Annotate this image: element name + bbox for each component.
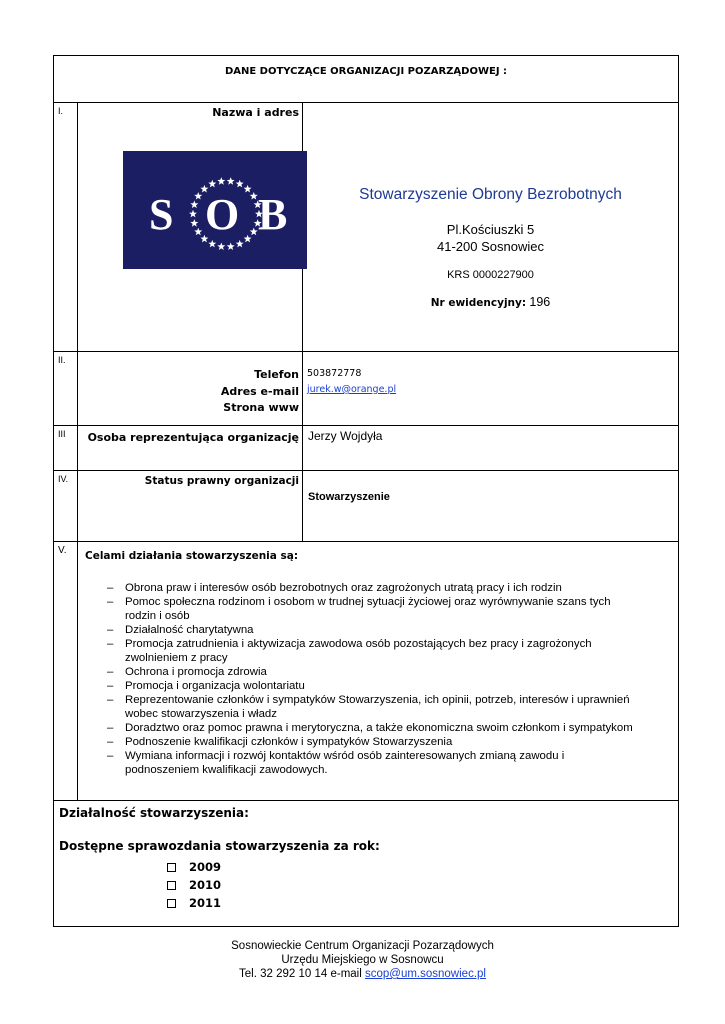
legal-status-label: Status prawny organizacji (78, 471, 303, 541)
goal-item (107, 749, 678, 777)
section-number: I. (54, 103, 78, 351)
dash-bullet-icon: – (107, 736, 114, 748)
goal-item (107, 665, 678, 679)
goal-text-line: zwolnieniem z pracy (125, 652, 228, 664)
email-label: Adres e-mail (220, 384, 299, 398)
document-title: DANE DOTYCZĄCE ORGANIZACJI POZARZĄDOWEJ : (224, 66, 508, 77)
section-number: III (54, 426, 78, 470)
goal-text-line: Promocja zatrudnienia i aktywizacja zawodowa osób pozostających bez pracy i zagrożonych (125, 638, 592, 650)
star-icon (217, 242, 225, 250)
legal-status-value: Stowarzyszenie (308, 491, 390, 503)
dash-bullet-icon: – (107, 750, 114, 762)
star-icon (236, 240, 244, 248)
sob-logo (123, 151, 307, 269)
section-number: II. (54, 352, 78, 425)
footer-line-2: Urzędu Miejskiego w Sosnowcu (281, 954, 444, 966)
goal-text-line: Podnoszenie kwalifikacji członków i sympatyków Stowarzyszenia (125, 736, 453, 748)
star-icon (208, 180, 216, 188)
dash-bullet-icon: – (107, 694, 114, 706)
krs-number: KRS 0000227900 (447, 269, 534, 281)
section-legal-status (54, 470, 678, 541)
activity-title: Działalność stowarzyszenia: (59, 806, 249, 820)
checkbox-icon[interactable] (167, 863, 176, 872)
dash-bullet-icon: – (107, 666, 114, 678)
section-name-address (54, 102, 678, 351)
footer-phone: Tel. 32 292 10 14 e-mail (239, 968, 365, 980)
report-year-label: 2009 (189, 860, 222, 874)
star-icon (250, 192, 258, 200)
city-address: 41-200 Sosnowiec (437, 239, 544, 254)
goals-title: Celami działania stowarzyszenia są: (85, 550, 299, 562)
section-number: V. (54, 542, 78, 800)
registry-value: 196 (529, 295, 551, 309)
star-icon (244, 235, 252, 243)
contact-labels-cell (78, 352, 303, 425)
dash-bullet-icon: – (107, 680, 114, 692)
contact-values-cell (303, 352, 678, 425)
goal-item (107, 595, 678, 623)
registry-label: Nr ewidencyjny: (430, 297, 527, 309)
reports-cell (54, 801, 678, 926)
goal-text-line: podnoszeniem kwalifikacji zawodowych. (125, 764, 328, 776)
email-link[interactable]: jurek.w@orange.pl (307, 384, 397, 395)
star-icon (190, 201, 198, 209)
name-address-label: Nazwa i adres (212, 106, 299, 119)
goals-list (78, 581, 678, 777)
goal-text-line: wobec stowarzyszenia i władz (125, 708, 277, 720)
section-reports (54, 800, 678, 926)
goal-item (107, 623, 678, 637)
table-header-row (54, 56, 678, 102)
phone-label: Telefon (254, 368, 299, 381)
logo-letter-s: S (149, 190, 174, 239)
star-icon (217, 177, 225, 185)
goal-item (107, 637, 678, 665)
goal-text-line: Ochrona i promocja zdrowia (125, 666, 267, 678)
logo-letter-o: O (205, 190, 240, 239)
name-address-label-cell (78, 103, 303, 351)
goal-text-line: Obrona praw i interesów osób bezrobotnych oraz zagrożonych utratą pracy i ich rodzin (125, 582, 562, 594)
star-icon (194, 228, 202, 236)
section-contact (54, 351, 678, 425)
footer-line-1: Sosnowieckie Centrum Organizacji Pozarządowych (231, 940, 494, 952)
reports-title: Dostępne sprawozdania stowarzyszenia za rok: (59, 839, 380, 853)
dash-bullet-icon: – (107, 624, 114, 636)
goal-text-line: Pomoc społeczna rodzinom i osobom w trudnej sytuacji życiowej oraz wyrównywanie szans tych (125, 596, 611, 608)
star-icon (190, 219, 198, 227)
goal-text-line: Promocja i organizacja wolontariatu (125, 680, 305, 692)
report-year-2009[interactable] (167, 858, 678, 876)
goal-item (107, 735, 678, 749)
dash-bullet-icon: – (107, 638, 114, 650)
goal-text-line: Działalność charytatywna (125, 624, 254, 636)
registry-number (303, 295, 678, 309)
star-icon (250, 228, 258, 236)
star-icon (236, 180, 244, 188)
name-address-value-cell (303, 103, 678, 351)
report-year-label: 2010 (189, 878, 222, 892)
footer-email-link[interactable]: scop@um.sosnowiec.pl (364, 968, 486, 980)
organization-data-table (53, 55, 679, 927)
checkbox-icon[interactable] (167, 899, 176, 908)
goal-text-line: Wymiana informacji i rozwój kontaktów wśród osób zainteresowanych zmianą zawodu i (125, 750, 565, 762)
organization-name: Stowarzyszenie Obrony Bezrobotnych (359, 186, 622, 203)
star-icon (227, 242, 235, 250)
footer-line-3 (0, 967, 725, 981)
goal-item (107, 679, 678, 693)
dash-bullet-icon: – (107, 596, 114, 608)
goal-item (107, 693, 678, 721)
goals-cell (78, 542, 678, 800)
checkbox-icon[interactable] (167, 881, 176, 890)
goal-text-line: Doradztwo oraz pomoc prawna i merytoryczna, a także ekonomiczna swoim członkom i sympatykom (125, 722, 633, 734)
phone-value: 503872778 (307, 368, 362, 379)
page-footer (0, 939, 725, 981)
report-year-label: 2011 (189, 896, 222, 910)
section-number: IV. (54, 471, 78, 541)
star-icon (244, 185, 252, 193)
report-year-2011[interactable] (167, 894, 678, 912)
representative-value: Jerzy Wojdyła (308, 429, 383, 443)
star-icon (227, 177, 235, 185)
logo-letter-b: B (258, 190, 288, 239)
section-representative (54, 425, 678, 470)
www-label: Strona www (223, 401, 299, 414)
representative-label: Osoba reprezentująca organizację (78, 426, 303, 470)
report-year-2010[interactable] (167, 876, 678, 894)
star-icon (189, 210, 197, 218)
goal-text-line: rodzin i osób (125, 610, 190, 622)
dash-bullet-icon: – (107, 582, 114, 594)
goal-item (107, 581, 678, 595)
street-address: Pl.Kościuszki 5 (446, 222, 535, 237)
star-icon (208, 240, 216, 248)
section-goals (54, 541, 678, 800)
star-icon (194, 192, 202, 200)
goal-text-line: Reprezentowanie członków i sympatyków Stowarzyszenia, ich opinii, potrzeb, interesów i uprawnień (125, 694, 630, 706)
goal-item (107, 721, 678, 735)
dash-bullet-icon: – (107, 722, 114, 734)
